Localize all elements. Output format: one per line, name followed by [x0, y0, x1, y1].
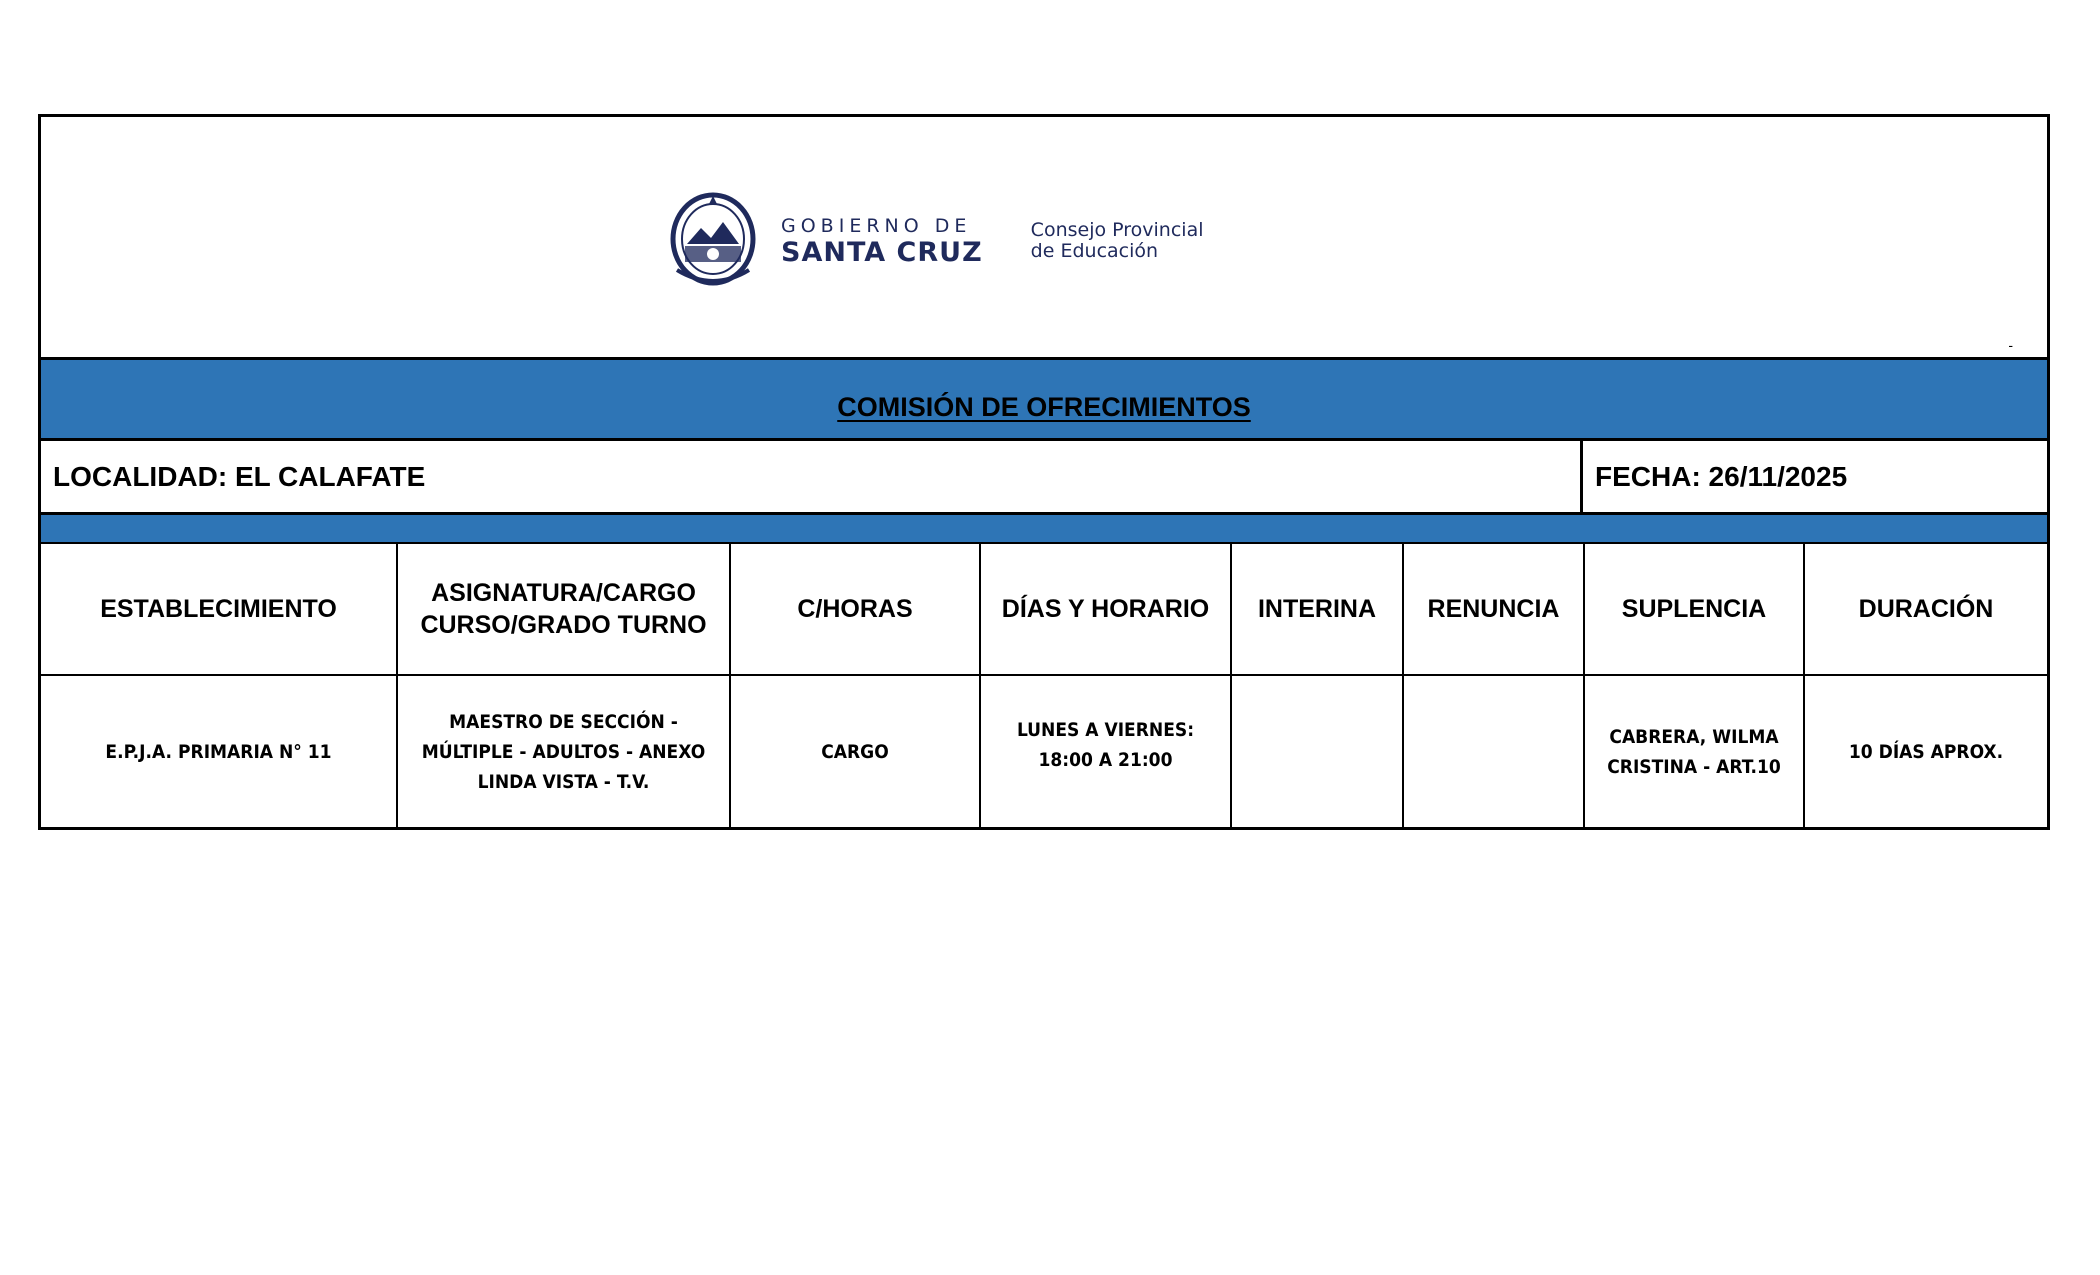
header-mark: - — [2008, 337, 2013, 353]
col-header-dias-horario: DÍAS Y HORARIO — [980, 544, 1231, 675]
cell-horas: CARGO — [730, 675, 980, 827]
col-header-renuncia: RENUNCIA — [1403, 544, 1584, 675]
council-name — [1031, 220, 1204, 262]
cell-dias-horario — [980, 675, 1231, 827]
table-row — [41, 675, 2047, 827]
gov-small-label: GOBIERNO DE — [781, 214, 972, 237]
title-band — [41, 360, 2047, 441]
cell-suplencia: CABRERA, WILMA CRISTINA - ART.10 — [1584, 675, 1804, 827]
provincial-seal-icon — [667, 192, 759, 290]
cell-establecimiento: E.P.J.A. PRIMARIA N° 11 — [41, 675, 397, 827]
government-name — [781, 214, 983, 268]
page-title: COMISIÓN DE OFRECIMIENTOS — [837, 391, 1251, 422]
cell-duracion: 10 DÍAS APROX. — [1848, 740, 2004, 763]
col-header-duracion: DURACIÓN — [1804, 544, 2047, 675]
fecha-cell: FECHA: 26/11/2025 — [1595, 460, 1848, 492]
localidad-cell: LOCALIDAD: EL CALAFATE — [41, 441, 1583, 512]
col-header-interina: INTERINA — [1231, 544, 1403, 675]
offers-sheet — [38, 114, 2050, 830]
cell-dias-horario-text: LUNES A VIERNES: 18:00 A 21:00 — [1016, 718, 1195, 771]
council-line-2: de Educación — [1030, 240, 1159, 262]
col-header-asignatura — [397, 544, 730, 675]
government-logo — [667, 191, 1204, 291]
offers-table — [41, 544, 2047, 827]
council-line-1: Consejo Provincial — [1030, 219, 1204, 241]
col-header-suplencia: SUPLENCIA — [1584, 544, 1804, 675]
col-header-establecimiento: ESTABLECIMIENTO — [41, 544, 397, 675]
cell-interina — [1231, 675, 1403, 827]
cell-asignatura: MAESTRO DE SECCIÓN - MÚLTIPLE - ADULTOS - ANEXO LINDA VISTA - T.V. — [397, 675, 730, 827]
spacer-band — [41, 515, 2047, 544]
cell-renuncia — [1403, 675, 1584, 827]
info-row — [41, 441, 2047, 515]
table-header-row — [41, 544, 2047, 675]
gov-big-label: SANTA CRUZ — [781, 236, 983, 268]
col-header-asignatura-label: ASIGNATURA/CARGO CURSO/GRADO TURNO — [420, 579, 707, 639]
header-logo-area — [41, 117, 2047, 360]
col-header-horas: C/HORAS — [730, 544, 980, 675]
